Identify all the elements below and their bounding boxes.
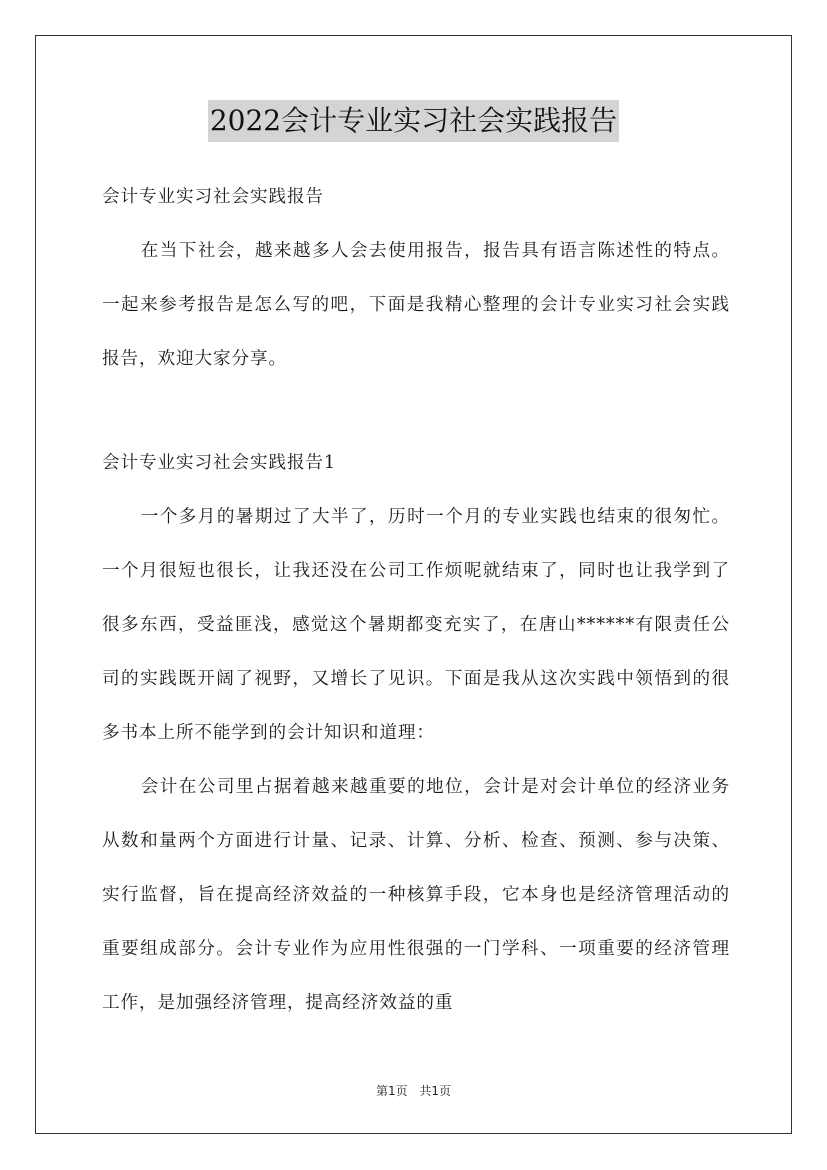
title-block [0, 100, 827, 142]
page-footer [0, 1082, 827, 1099]
intro-paragraph: 在当下社会，越来越多人会去使用报告，报告具有语言陈述性的特点。一起来参考报告是怎么写的吧，下面是我精心整理的会计专业实习社会实践报告，欢迎大家分享。 [102, 241, 730, 369]
total-pages: 共1页 [419, 1084, 452, 1098]
section-spacer [102, 386, 730, 436]
section-heading: 会计专业实习社会实践报告1 [102, 453, 337, 473]
intro-heading: 会计专业实习社会实践报告 [102, 187, 324, 207]
document-title: 2022会计专业实习社会实践报告 [208, 100, 619, 142]
page-number: 第1页 [375, 1084, 408, 1098]
body-paragraph-2: 会计在公司里占据着越来越重要的地位，会计是对会计单位的经济业务从数和量两个方面进行计量、记录、计算、分析、检查、预测、参与决策、实行监督，旨在提高经济效益的一种核算手段，它本身也是经济管理活动的重要组成部分。会计专业作为应用性很强的一门学科、一项重要的经济管理工作，是加强经济管理，提高经济效益的重 [102, 777, 730, 1013]
document-body [102, 170, 730, 1030]
body-paragraph-1: 一个多月的暑期过了大半了，历时一个月的专业实践也结束的很匆忙。一个月很短也很长，让我还没在公司工作烦呢就结束了，同时也让我学到了很多东西，受益匪浅，感觉这个暑期都变充实了，在唐山******有限责任公司的实践既开阔了视野，又增长了见识。下面是我从这次实践中领悟到的很多书本上所不能学到的会计知识和道理： [102, 507, 730, 743]
